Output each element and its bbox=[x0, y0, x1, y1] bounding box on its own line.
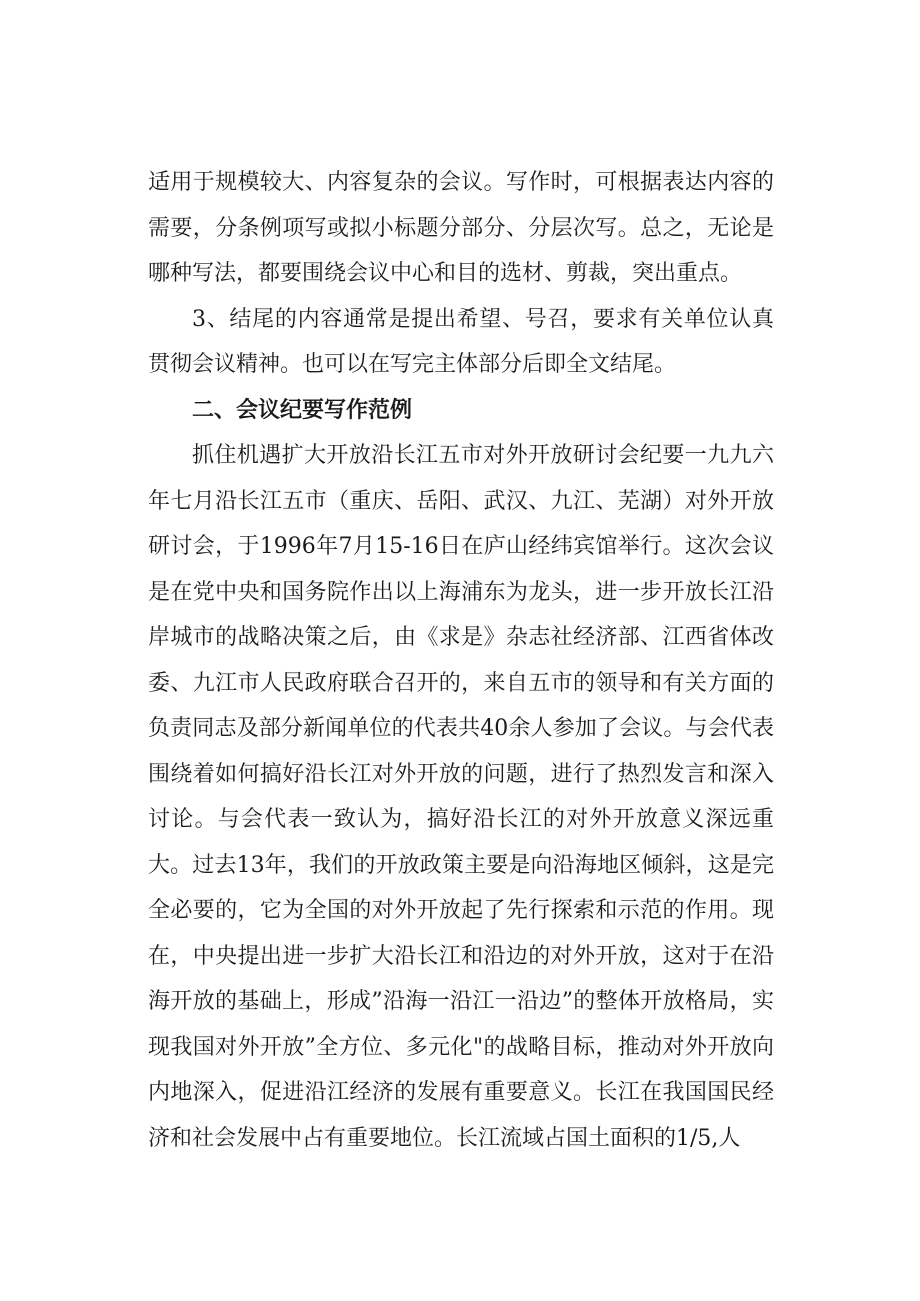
paragraph-ending-guidance: 3、结尾的内容通常是提出希望、号召，要求有关单位认真贯彻会议精神。也可以在写完主体部分后即全文结尾。 bbox=[148, 306, 774, 377]
paragraph-continuation: 适用于规模较大、内容复杂的会议。写作时，可根据表达内容的需要，分条例项写或拟小标题分部分、分层次写。总之，无论是哪种写法，都要围绕会议中心和目的选材、剪裁，突出重点。 bbox=[148, 170, 774, 286]
paragraph-example-minutes: 抓住机遇扩大开放沿长江五市对外开放研讨会纪要一九九六年七月沿长江五市（重庆、岳阳、武汉、九江、芜湖）对外开放研讨会，于1996年7月15-16日在庐山经纬宾馆举行。这次会议是在党中央和国务院作出以上海浦东为龙头，进一步开放长江沿岸城市的战略决策之后，由《求是》杂志社经济部、江西省体改委、九江市人民政府联合召开的，来自五市的领导和有关方面的负责同志及部分新闻单位的代表共40余人参加了会议。与会代表围绕着如何搞好沿长江对外开放的问题，进行了热烈发言和深入讨论。与会代表一致认为，搞好沿长江的对外开放意义深远重大。过去13年，我们的开放政策主要是向沿海地区倾斜，这是完全必要的，它为全国的对外开放起了先行探索和示范的作用。现在，中央提出进一步扩大沿长江和沿边的对外开放，这对于在沿海开放的基础上，形成”沿海一沿江一沿边”的整体开放格局，实现我国对外开放”全方位、多元化"的战略目标，推动对外开放向内地深入，促进沿江经济的发展有重要意义。长江在我国国民经济和社会发展中占有重要地位。长江流域占国土面积的1/5,人 bbox=[148, 443, 774, 1151]
section-heading: 二、会议纪要写作范例 bbox=[192, 397, 413, 423]
document-body bbox=[148, 160, 774, 1161]
